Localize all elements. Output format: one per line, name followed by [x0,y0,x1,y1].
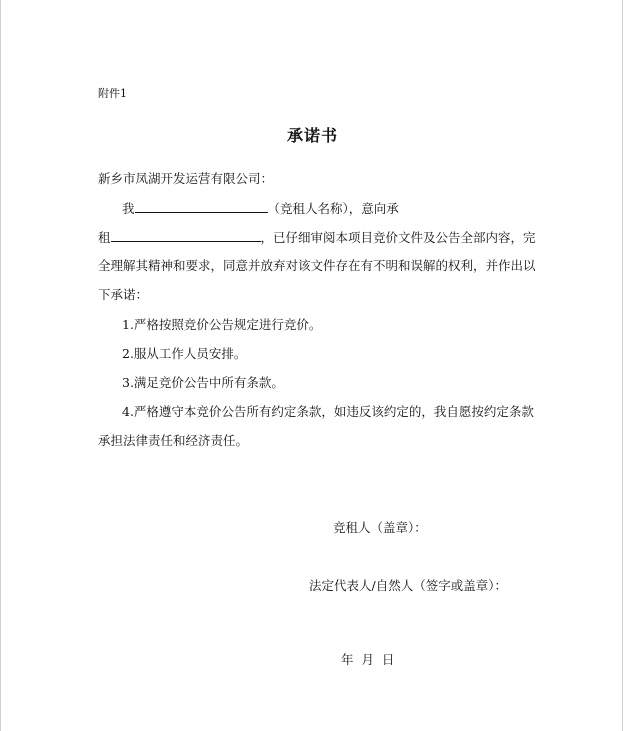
pledge-item-4: 4.严格遵守本竞价公告所有约定条款，如违反该约定的，我自愿按约定条款 [122,404,534,419]
document-title: 承诺书 [286,126,338,145]
paragraph-line-2 [98,229,536,246]
pledge-item-4-cont: 承担法律责任和经济责任。 [98,433,249,448]
lease-item-blank [111,229,261,242]
paragraph-line-3: 全理解其精神和要求，同意并放弃对该文件存在有不明和误解的权利，并作出以 [98,258,536,273]
bidder-signature-label: 竞租人（盖章）： [333,520,427,535]
pledge-item-1: 1.严格按照竞价公告规定进行竞价。 [122,317,322,332]
attachment-label: 附件1 [98,87,127,100]
paragraph-line-2-text: ，已仔细审阅本项目竞价文件及公告全部内容，完 [260,230,536,245]
paragraph-line-4: 下承诺： [98,287,149,302]
date-line: 年 月 日 [341,652,395,667]
paragraph-line-1 [122,200,399,217]
representative-signature-label: 法定代表人/自然人（签字或盖章）： [309,578,507,593]
pledge-item-3: 3.满足竞价公告中所有条款。 [122,375,284,390]
pledge-subject: 我 [122,201,135,216]
lease-prefix: 租 [98,230,111,245]
bidder-name-blank [135,200,268,213]
addressee: 新乡市凤湖开发运营有限公司： [98,171,274,186]
bidder-name-hint: （竞租人名称），意向承 [267,201,399,216]
pledge-item-2: 2.服从工作人员安排。 [122,346,247,361]
